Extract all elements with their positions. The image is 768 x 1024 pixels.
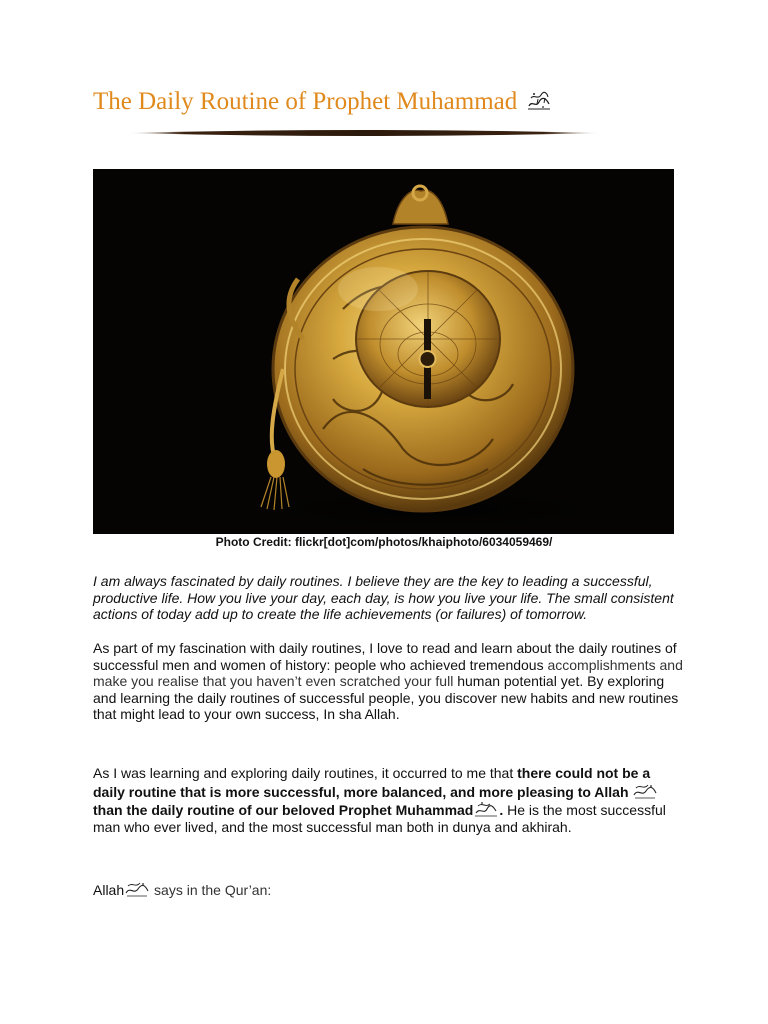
paragraph-prophet-bold-3: . [499, 802, 504, 819]
paragraph-fascination-mild: accomplishments and make you realise that you haven’t even scratched your full [93, 656, 683, 690]
paragraph-prophet-bold-1: there could not be a daily routine that is more successful, more balanced, and more pleasing to Allah [93, 765, 651, 800]
astrolabe-image [93, 169, 674, 534]
page-title [93, 86, 552, 118]
paragraph-fascination [93, 640, 683, 723]
hero-image [93, 169, 674, 534]
paragraph-fascination-end: human potential yet. By exploring and learning the daily routines of successful people, you discover new habits and new routines that might lead to your own success, In sha Allah. [93, 673, 679, 723]
image-caption: Photo Credit: flickr[dot]com/photos/khaiphoto/6034059469/ [215, 535, 553, 549]
paragraph-quran-allah: Allah [93, 882, 125, 898]
paragraph-quran [93, 880, 683, 899]
page-title-text: The Daily Routine of Prophet Muhammad [93, 88, 518, 115]
paragraph-prophet-bold-2: than the daily routine of our beloved Prophet Muhammad [93, 802, 474, 819]
title-divider [128, 129, 600, 137]
paragraph-quran-text: says in the Qur’an: [150, 882, 272, 898]
paragraph-prophet-plain-1: As I was learning and exploring daily routines, it occurred to me that [93, 765, 518, 781]
subhanahu-icon [632, 782, 658, 800]
paragraph-intro: I am always fascinated by daily routines. I believe they are the key to leading a successful, productive life. How you live your day, each day, is how you live your life. The small consistent actions of today add up to create the life achievements (or failures) of tomorrow. [93, 573, 674, 623]
paragraph-prophet-plain-2: He is the most successful man who ever lived, and the most successful man both in dunya and akhirah. [93, 802, 666, 835]
paragraph-fascination-intro: As part of my fascination with daily routines, I love to read and learn about the daily routines of successful men and women of history: people who achieved tremendous [93, 640, 677, 673]
salawat-inline-icon [473, 800, 499, 818]
salawat-icon [526, 90, 552, 112]
subhanahu-icon-2 [124, 880, 150, 898]
paragraph-prophet-routine [93, 765, 683, 835]
